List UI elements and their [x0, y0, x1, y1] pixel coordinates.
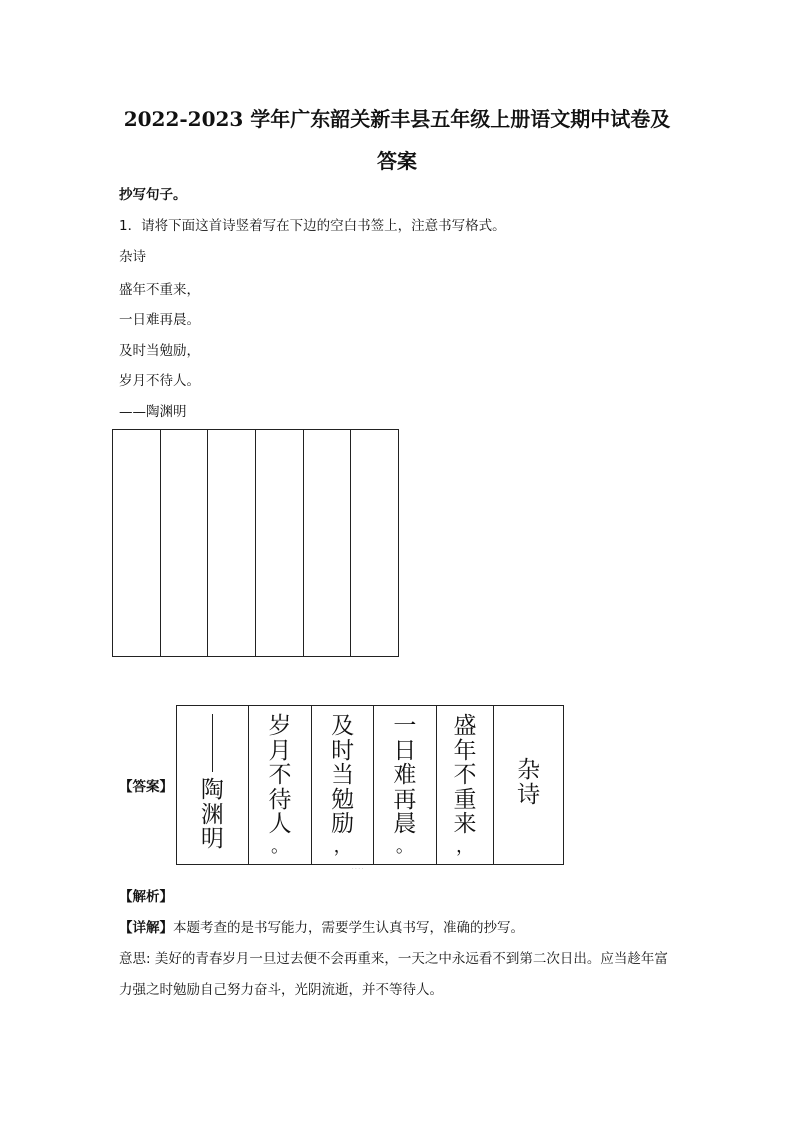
answer-char: 月 [268, 737, 292, 764]
answer-punct: ， [456, 835, 474, 857]
section-heading: 抄写句子。 [119, 187, 187, 203]
answer-char: 陶 [200, 777, 224, 803]
analysis-label: 【解析】 [119, 889, 173, 905]
poem-line-1: 盛年不重来， [119, 282, 200, 298]
answer-char: 励 [331, 811, 355, 837]
answer-char: 不 [268, 762, 292, 788]
answer-char: 不 [453, 762, 477, 788]
question-text: 1．请将下面这首诗竖着写在下边的空白书签上，注意书写格式。 [119, 218, 506, 234]
answer-char: 年 [453, 737, 477, 764]
title-line-1: 2022-2023 学年广东韶关新丰县五年级上册语文期中试卷及 [123, 107, 671, 131]
answer-char: 及 [331, 713, 355, 739]
answer-column [374, 706, 437, 864]
answer-char: 重 [453, 786, 477, 813]
poem-line-4: 岁月不待人。 [119, 373, 200, 389]
blank-column [304, 430, 352, 656]
dash-mark [212, 714, 213, 772]
meaning-paragraph: 意思: 美好的青春岁月一旦过去便不会再重来，一天之中永远看不到第二次日出。应当趁年富力强之时勉励自己努力奋斗，光阴流逝，并不等待人。 [119, 951, 668, 998]
caption-dots: · · · · [352, 866, 364, 872]
detail-text: 本题考查的是书写能力，需要学生认真书写，准确的抄写。 [173, 920, 524, 936]
blank-column [256, 430, 304, 656]
answer-bookmark-grid [176, 705, 564, 865]
answer-column [249, 706, 313, 864]
blank-column [208, 430, 256, 656]
answer-column [177, 706, 249, 864]
answer-punct: 。 [270, 835, 289, 857]
answer-punct: ， [333, 835, 352, 857]
answer-char: 渊 [200, 801, 224, 828]
answer-column [494, 706, 563, 864]
answer-char: 当 [331, 762, 355, 788]
blank-column [351, 430, 398, 656]
answer-char: 晨 [393, 811, 417, 837]
answer-column [312, 706, 374, 864]
poem-line-3: 及时当勉励， [119, 343, 200, 359]
blank-column [113, 430, 161, 656]
answer-char: 岁 [268, 713, 292, 739]
answer-column [437, 706, 495, 864]
answer-char: 盛 [453, 713, 477, 739]
blank-column [161, 430, 209, 656]
answer-char: 明 [200, 826, 224, 852]
title-line-2: 答案 [377, 149, 417, 173]
answer-char: 时 [331, 737, 355, 764]
poem-title: 杂诗 [119, 249, 146, 265]
answer-char: 一 [393, 713, 417, 739]
answer-punct: 。 [395, 835, 414, 857]
answer-char: 杂 [517, 757, 541, 783]
blank-bookmark-grid [112, 429, 399, 657]
answer-char: 再 [393, 786, 417, 813]
answer-label: 【答案】 [119, 779, 173, 795]
answer-char: 难 [393, 762, 417, 788]
detail-paragraph [119, 913, 679, 944]
detail-label: 【详解】 [119, 920, 173, 936]
poem-line-2: 一日难再晨。 [119, 312, 200, 328]
answer-char: 勉 [331, 786, 355, 813]
answer-char: 诗 [517, 781, 541, 808]
poem-author: ——陶渊明 [119, 404, 187, 420]
answer-char: 待 [268, 786, 292, 813]
answer-char: 来 [453, 811, 477, 837]
answer-char: 人 [268, 811, 292, 837]
answer-char: 日 [393, 737, 417, 764]
document-title [100, 98, 694, 182]
